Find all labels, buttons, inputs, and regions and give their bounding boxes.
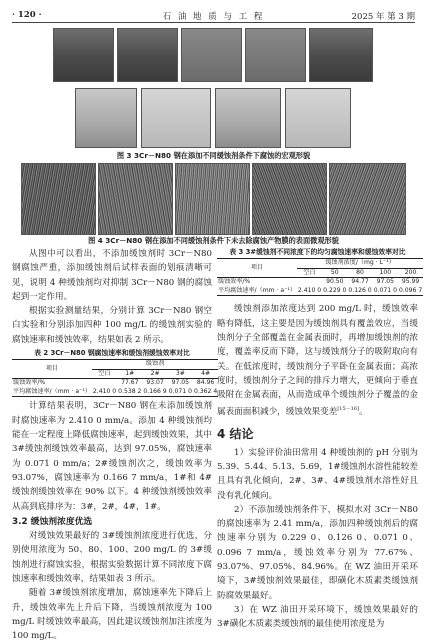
table-subheader: 空白 bbox=[297, 268, 322, 278]
figure-4-caption: 图 4 3Cr－N80 钢在添加不同缓蚀剂条件下未去除腐蚀产物膜的表面微观形貌 bbox=[88, 236, 339, 245]
citation: [15－16] bbox=[337, 406, 359, 413]
issue-info: 2025 年 第 3 期 bbox=[351, 12, 415, 22]
table-row bbox=[217, 278, 423, 287]
table-cell: 97.05 bbox=[376, 278, 395, 286]
table-3-caption: 表 3 3#缓蚀剂不同浓度下的均匀腐蚀速率和缓蚀效率对比 bbox=[229, 248, 406, 256]
row-label: 缓蚀效率/% bbox=[218, 278, 251, 286]
left-column bbox=[12, 247, 218, 644]
figure-3-caption: 图 3 3Cr－N80 钢在添加不同缓蚀剂条件下腐蚀的宏观形貌 bbox=[116, 151, 311, 160]
table-cell: 90.50 bbox=[326, 278, 344, 286]
table-3 bbox=[217, 258, 423, 296]
table-subheader: 100 bbox=[373, 268, 398, 278]
table-cell bbox=[92, 379, 117, 388]
table-cell: 0.362 4 bbox=[193, 387, 218, 395]
table-row bbox=[12, 388, 218, 397]
table-cell: 84.96 bbox=[196, 379, 215, 387]
figure-4-photos bbox=[21, 163, 406, 235]
micro-photo-1 bbox=[21, 163, 96, 235]
macro-photo-8 bbox=[215, 88, 281, 148]
right-column bbox=[217, 247, 423, 631]
row-label: 平均腐蚀速率/（mm · a⁻¹） bbox=[218, 286, 296, 294]
macro-photo-9 bbox=[285, 88, 351, 148]
table-cell: 97.05 bbox=[171, 379, 190, 387]
paragraph: 从图中可以看出，不添加缓蚀剂时 3Cr－N80 钢腐蚀严重，添加缓蚀剂后试样表面的划痕清晰可见，说明 4 种缓蚀剂均对抑制 3Cr－N80 钢的腐蚀起到一定作用。 bbox=[12, 249, 212, 302]
table-cell: 95.99 bbox=[401, 278, 420, 286]
page-number: · 120 · bbox=[12, 10, 42, 20]
macro-photo-7 bbox=[141, 88, 211, 148]
table-subheader: 2# bbox=[142, 369, 167, 379]
table-header: 缓蚀剂浓度/（mg · L⁻¹） bbox=[297, 259, 423, 269]
micro-photo-5 bbox=[329, 163, 406, 235]
table-subheader: 80 bbox=[347, 268, 372, 278]
table-cell: 0.126 0 bbox=[348, 286, 372, 294]
table-cell: 93.07 bbox=[146, 379, 164, 387]
table-header: 缓蚀剂 bbox=[92, 360, 218, 370]
table-subheader: 200 bbox=[398, 268, 423, 278]
table-2-caption: 表 2 3Cr－N80 钢腐蚀速率和缓蚀剂缓蚀效率对比 bbox=[34, 349, 190, 358]
macro-photo-5 bbox=[309, 28, 373, 82]
table-header: 项目 bbox=[217, 259, 297, 278]
table-subheader: 50 bbox=[322, 268, 347, 278]
journal-title: 石 油 地 质 与 工 程 bbox=[162, 12, 265, 22]
macro-photo-2 bbox=[117, 28, 178, 82]
table-2 bbox=[12, 359, 218, 397]
table-cell: 0.229 0 bbox=[323, 286, 347, 294]
table-subheader: 空白 bbox=[92, 369, 117, 379]
table-subheader: 3# bbox=[168, 369, 193, 379]
table-cell: 2.410 0 bbox=[92, 387, 117, 395]
table-row bbox=[217, 287, 423, 296]
section-heading: 3.2 缓蚀剂浓度优选 bbox=[12, 516, 93, 527]
table-cell: 2.410 0 bbox=[297, 286, 322, 294]
macro-photo-1 bbox=[53, 28, 114, 82]
micro-photo-4 bbox=[252, 163, 327, 235]
micro-photo-3 bbox=[175, 163, 250, 235]
macro-photo-4 bbox=[245, 28, 306, 82]
table-subheader: 1# bbox=[117, 369, 142, 379]
macro-photo-3 bbox=[181, 28, 242, 82]
micro-photo-2 bbox=[98, 163, 173, 235]
paragraph: 随着 3#缓蚀剂浓度增加，腐蚀速率先下降后上升，缓蚀效率先上升后下降，当缓蚀剂浓度为 100 mg/L 时缓蚀效率最高，因此建议缓蚀剂加注浓度为 100 mg/L。 bbox=[12, 588, 212, 642]
paragraph bbox=[217, 302, 418, 419]
paragraph: 根据实验测量结果，分别计算 3Cr－N80 钢空白实验和分别添加四种 100 mg/L 的缓蚀剂实验的腐蚀速率和缓蚀效率，结果如表 2 所示。 bbox=[12, 306, 212, 345]
paragraph-text: 缓蚀剂添加浓度达到 200 mg/L 时，缓蚀效率略有降低，这主要是因为缓蚀剂具有覆盖效应，当缓蚀剂分子全部覆盖在金属表面时，再增加缓蚀剂的浓度，覆盖率反而下降，这与缓蚀剂分子的吸附取向有关。在低浓度时，缓蚀剂分子平卧在金属表面；高浓度时，缓蚀剂分子之间的排斥力增大，更倾向于垂直吸附在金属表面，从而造成单个缓蚀剂分子覆盖的金属表面面积减少，缓蚀效果变差 bbox=[217, 304, 418, 418]
paragraph-end: 。 bbox=[358, 407, 368, 418]
table-subheader: 4# bbox=[193, 369, 218, 379]
macro-photo-6 bbox=[75, 88, 137, 148]
table-header: 项目 bbox=[12, 360, 92, 379]
row-label: 平均腐蚀速率/（mm · a⁻¹） bbox=[13, 387, 91, 395]
table-cell bbox=[297, 278, 322, 287]
header-rule bbox=[12, 22, 415, 23]
paragraph: 对缓蚀效果最好的 3#缓蚀剂浓度进行优选，分别使用浓度为 50、80、100、200 mg/L 的 3#缓蚀剂进行腐蚀实验，根据实验数据计算不同浓度下腐蚀速率和缓蚀效率，结果如表 3 所示。 bbox=[12, 531, 212, 585]
table-cell: 0.096 7 bbox=[398, 286, 423, 294]
table-cell: 0.071 0 bbox=[168, 387, 192, 395]
conclusion-1: 1）实验评价油田常用 4 种缓蚀剂的 pH 分别为 5.39、5.44、5.13、5.69，1#缓蚀剂水溶性能较差且具有乳化倾向，2#、3#、4#缓蚀剂水溶性好且没有乳化倾向。 bbox=[217, 447, 418, 501]
table-cell: 0.166 9 bbox=[143, 387, 167, 395]
table-cell: 0.071 0 bbox=[373, 286, 397, 294]
section-heading: 4 结论 bbox=[217, 426, 254, 441]
figure-3-photos bbox=[53, 28, 373, 150]
running-header bbox=[12, 9, 415, 23]
table-row bbox=[12, 379, 218, 388]
conclusion-3: 3）在 WZ 油田开采环境下，缓蚀效果最好的 3#磺化木质素类缓蚀剂的最佳使用浓度是为 bbox=[217, 604, 418, 630]
table-cell: 77.67 bbox=[121, 379, 139, 387]
row-label: 缓蚀效率/% bbox=[13, 379, 46, 387]
table-cell: 94.77 bbox=[351, 278, 369, 286]
table-cell: 0.538 2 bbox=[118, 387, 142, 395]
paragraph: 计算结果表明，3Cr－N80 钢在未添加缓蚀剂时腐蚀速率为 2.410 0 mm/a。添加 4 种缓蚀剂均能在一定程度上降低腐蚀速率，起到缓蚀效果，其中 3#缓蚀剂缓蚀效率最高，达到 97.05%，腐蚀速率为 0.071 0 mm/a；2#缓蚀剂次之，缓蚀效率为 93.07%，腐蚀速率为 0.166 7 mm/a，1#和 4#缓蚀剂缓蚀效率在 90% 以下。4 种缓蚀剂缓蚀效率从高到底排序为：3#，2#，4#，1#。 bbox=[12, 401, 212, 512]
conclusion-2: 2）不添加缓蚀剂条件下，模拟水对 3Cr－N80 的腐蚀速率为 2.41 mm/a，添加四种缓蚀剂后的腐蚀速率分别为 0.229 0、0.126 0、0.071 0、0.096 7 mm/a，缓蚀效率分别为 77.67%、93.07%、97.05%、84.96%。在 WZ 油田开采环境下，3#缓蚀剂效果最佳，即磺化木质素类缓蚀剂防腐效果最好。 bbox=[217, 504, 418, 601]
